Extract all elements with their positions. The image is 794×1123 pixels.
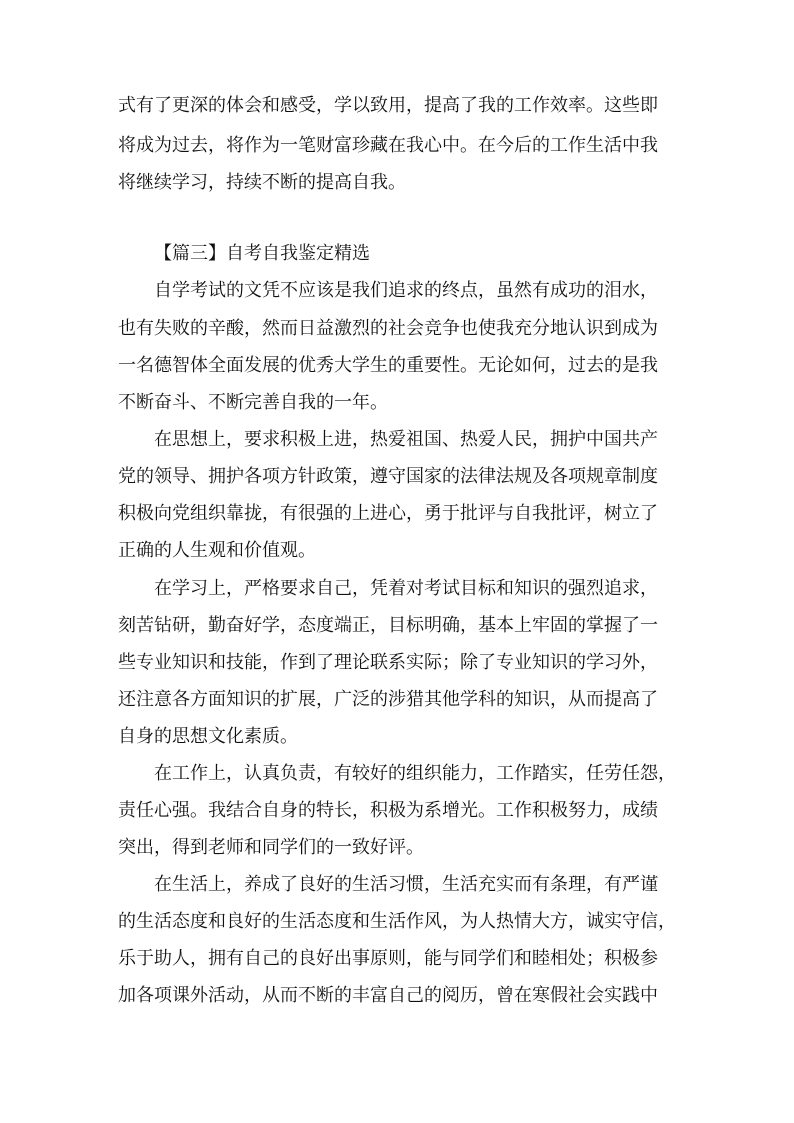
- paragraph-line: 在思想上，要求积极上进，热爱祖国、热爱人民，拥护中国共产: [154, 429, 658, 450]
- paragraph-line: 在工作上，认真负责，有较好的组织能力，工作踏实，任劳任怨，: [154, 763, 676, 784]
- paragraph-line: 还注意各方面知识的扩展，广泛的涉猎其他学科的知识，从而提高了: [118, 689, 658, 710]
- paragraph-line: 一名德智体全面发展的优秀大学生的重要性。无论如何，过去的是我: [118, 355, 658, 376]
- paragraph-line: 乐于助人，拥有自己的良好出事原则，能与同学们和睦相处；积极参: [118, 948, 658, 969]
- paragraph-line: 的生活态度和良好的生活态度和生活作风，为人热情大方，诚实守信，: [118, 911, 676, 932]
- paragraph-line: 些专业知识和技能，作到了理论联系实际；除了专业知识的学习外，: [118, 652, 658, 673]
- text-line: 式有了更深的体会和感受，学以致用，提高了我的工作效率。这些即: [118, 95, 658, 116]
- paragraph-line: 自身的思想文化素质。: [118, 726, 298, 747]
- paragraph-line: 刻苦钻研，勤奋好学，态度端正，目标明确，基本上牢固的掌握了一: [118, 615, 658, 636]
- paragraph-line: 在生活上，养成了良好的生活习惯，生活充实而有条理，有严谨: [154, 874, 658, 895]
- paragraph-line: 在学习上，严格要求自己，凭着对考试目标和知识的强烈追求，: [154, 578, 658, 599]
- paragraph-line: 自学考试的文凭不应该是我们追求的终点，虽然有成功的泪水，: [154, 280, 658, 301]
- paragraph-line: 加各项课外活动，从而不断的丰富自己的阅历，曾在寒假社会实践中: [118, 985, 658, 1006]
- paragraph-line: 突出，得到老师和同学们的一致好评。: [118, 837, 424, 858]
- paragraph-line: 积极向党组织靠拢，有很强的上进心，勇于批评与自我批评，树立了: [118, 503, 658, 524]
- paragraph-line: 不断奋斗、不断完善自我的一年。: [118, 392, 388, 413]
- paragraph-line: 正确的人生观和价值观。: [118, 540, 316, 561]
- text-line: 将成为过去，将作为一笔财富珍藏在我心中。在今后的工作生活中我: [118, 135, 658, 156]
- paragraph-line: 也有失败的辛酸，然而日益激烈的社会竞争也使我充分地认识到成为: [118, 318, 658, 339]
- section-heading: 【篇三】自考自我鉴定精选: [154, 243, 370, 264]
- text-line: 将继续学习，持续不断的提高自我。: [118, 172, 406, 193]
- paragraph-line: 党的领导、拥护各项方针政策，遵守国家的法律法规及各项规章制度: [118, 466, 658, 487]
- paragraph-line: 责任心强。我结合自身的特长，积极为系增光。工作积极努力，成绩: [118, 800, 658, 821]
